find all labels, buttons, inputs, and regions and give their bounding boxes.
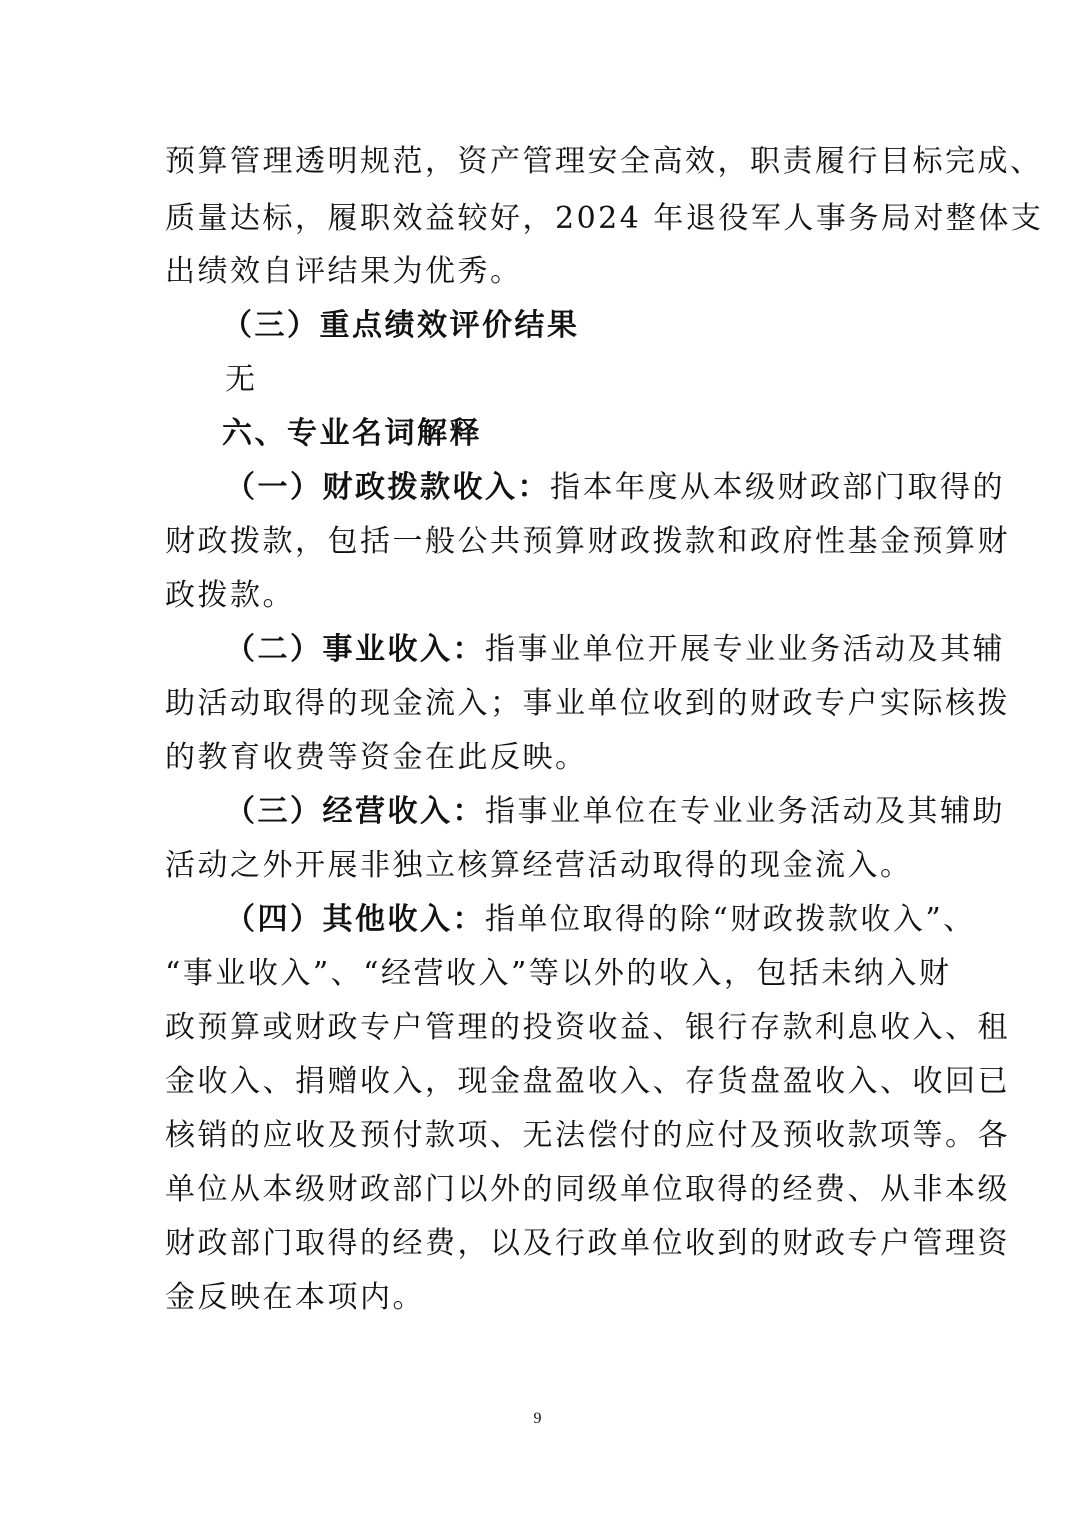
body-line: 单位从本级财政部门以外的同级单位取得的经费、从非本级	[165, 1172, 1010, 1207]
term-definition: 指事业单位开展专业业务活动及其辅	[485, 632, 1005, 667]
body-line: 金反映在本项内。	[165, 1280, 425, 1315]
term-paragraph-first-line	[225, 630, 1005, 670]
body-line: 出绩效自评结果为优秀。	[165, 254, 523, 289]
body-line: 财政部门取得的经费，以及行政单位收到的财政专户管理资	[165, 1226, 1010, 1261]
body-line: 政预算或财政专户管理的投资收益、银行存款利息收入、租	[165, 1010, 1010, 1045]
term-paragraph-first-line	[225, 792, 1005, 832]
body-line: 无	[225, 362, 258, 397]
body-line: 金收入、捐赠收入，现金盘盈收入、存货盘盈收入、收回已	[165, 1064, 1010, 1099]
page-number: 9	[533, 1410, 542, 1427]
body-line: 预算管理透明规范，资产管理安全高效，职责履行目标完成、	[165, 144, 1043, 179]
body-line: 政拨款。	[165, 578, 295, 613]
term-definition: 指单位取得的除“财政拨款收入”、	[485, 902, 976, 937]
body-line: 核销的应收及预付款项、无法偿付的应付及预收款项等。各	[165, 1118, 1010, 1153]
term-definition: 指本年度从本级财政部门取得的	[550, 470, 1005, 505]
body-line: “事业收入”、“经营收入”等以外的收入，包括未纳入财	[165, 956, 952, 991]
body-line: 助活动取得的现金流入；事业单位收到的财政专户实际核拨	[165, 686, 1010, 721]
body-line: 的教育收费等资金在此反映。	[165, 740, 588, 775]
term-definition: 指事业单位在专业业务活动及其辅助	[485, 794, 1005, 829]
section-heading: 六、专业名词解释	[222, 416, 482, 451]
body-line: 活动之外开展非独立核算经营活动取得的现金流入。	[165, 848, 913, 883]
term-label: （二）事业收入：	[225, 632, 485, 667]
term-label: （三）经营收入：	[225, 794, 485, 829]
term-label: （四）其他收入：	[225, 902, 485, 937]
body-line: 质量达标，履职效益较好，2024 年退役军人事务局对整体支	[165, 201, 1044, 236]
term-paragraph-first-line	[225, 468, 1005, 508]
section-heading: （三）重点绩效评价结果	[222, 308, 580, 343]
body-line: 财政拨款，包括一般公共预算财政拨款和政府性基金预算财	[165, 524, 1010, 559]
term-paragraph-first-line	[225, 900, 976, 940]
term-label: （一）财政拨款收入：	[225, 470, 550, 505]
